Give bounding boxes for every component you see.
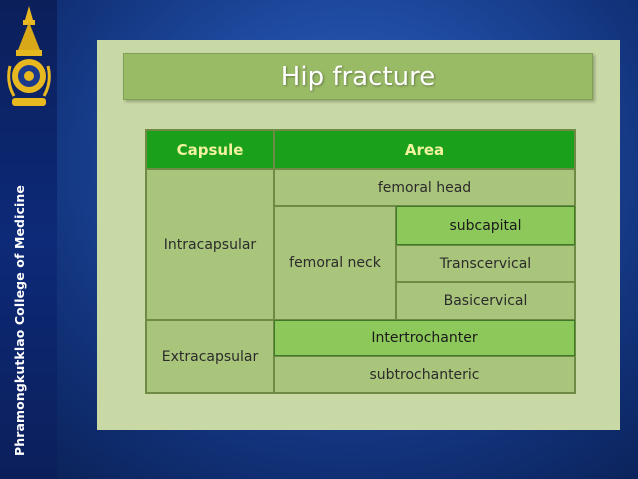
- header-capsule: Capsule: [146, 130, 274, 169]
- header-area: Area: [274, 130, 575, 169]
- basicervical-cell: Basicervical: [396, 282, 575, 320]
- slide-title: Hip fracture: [280, 61, 436, 92]
- sidebar: [0, 0, 57, 479]
- college-name: Phramongkutklao College of Medicine: [12, 185, 27, 456]
- extracapsular-cell: Extracapsular: [146, 320, 274, 393]
- femoral-head-cell: femoral head: [274, 169, 575, 206]
- college-crest-icon: [6, 4, 52, 112]
- subtrochanteric-cell: subtrochanteric: [274, 356, 575, 393]
- intracapsular-cell: Intracapsular: [146, 169, 274, 320]
- femoral-neck-cell: femoral neck: [274, 206, 396, 320]
- subcapital-cell: subcapital: [396, 206, 575, 245]
- title-bar: [123, 53, 593, 100]
- intertrochanter-cell: Intertrochanter: [274, 320, 575, 356]
- hip-fracture-table: [145, 129, 576, 394]
- transcervical-cell: Transcervical: [396, 245, 575, 282]
